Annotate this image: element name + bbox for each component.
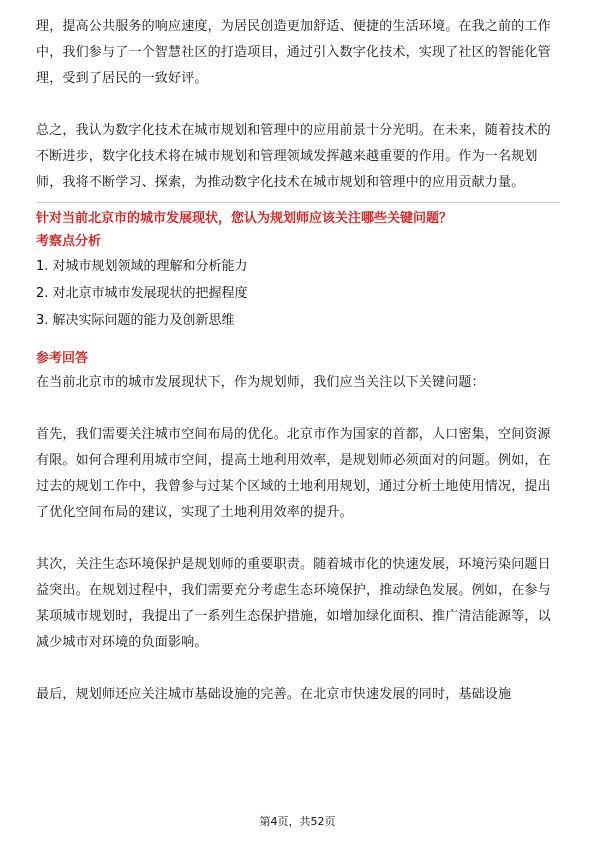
intro-paragraph-2: 总之，我认为数字化技术在城市规划和管理中的应用前景十分光明。在未来，随着技术的不断进步，数字化技术将在城市规划和管理领域发挥越来越重要的作用。作为一名规划师，我将不断学习、探索，为推动数字化技术在城市规划和管理中的应用贡献力量。 <box>36 123 551 190</box>
question-heading: 针对当前北京市的城市发展现状，您认为规划师应该关注哪些关键问题？ <box>36 211 453 226</box>
list-item: 1. 对城市规划领域的理解和分析能力 <box>36 259 248 274</box>
intro-paragraph-1: 理，提高公共服务的响应速度，为居民创造更加舒适、便捷的生活环境。在我之前的工作中，我们参与了一个智慧社区的打造项目，通过引入数字化技术，实现了社区的智能化管理，受到了居民的一致好评。 <box>36 19 551 86</box>
analysis-title: 考察点分析 <box>36 234 102 249</box>
answer-paragraph-1: 首先，我们需要关注城市空间布局的优化。北京市作为国家的首都，人口密集，空间资源有限。如何合理利用城市空间，提高土地利用效率，是规划师必须面对的问题。例如，在过去的规划工作中，我曾参与过某个区域的土地利用规划，通过分析土地使用情况，提出了优化空间布局的建议，实现了土地利用效率的提升。 <box>36 427 551 520</box>
list-item: 3. 解决实际问题的能力及创新思维 <box>36 313 235 328</box>
analysis-list <box>36 253 559 334</box>
answer-lead: 在当前北京市的城市发展现状下，作为规划师，我们应当关注以下关键问题： <box>36 375 485 390</box>
answer-title: 参考回答 <box>36 351 89 366</box>
answer-paragraph-3: 最后，规划师还应关注城市基础设施的完善。在北京市快速发展的同时，基础设施 <box>36 687 512 702</box>
page-number: 第4页，共52页 <box>259 815 336 828</box>
answer-paragraph-2: 其次，关注生态环境保护是规划师的重要职责。随着城市化的快速发展，环境污染问题日益突出。在规划过程中，我们需要充分考虑生态环境保护，推动绿色发展。例如，在参与某项城市规划时，我提出了一系列生态保护措施，如增加绿化面积、推广清洁能源等，以减少城市对环境的负面影响。 <box>36 557 551 650</box>
list-item: 2. 对北京市城市发展现状的把握程度 <box>36 286 248 301</box>
section-divider <box>36 202 559 203</box>
